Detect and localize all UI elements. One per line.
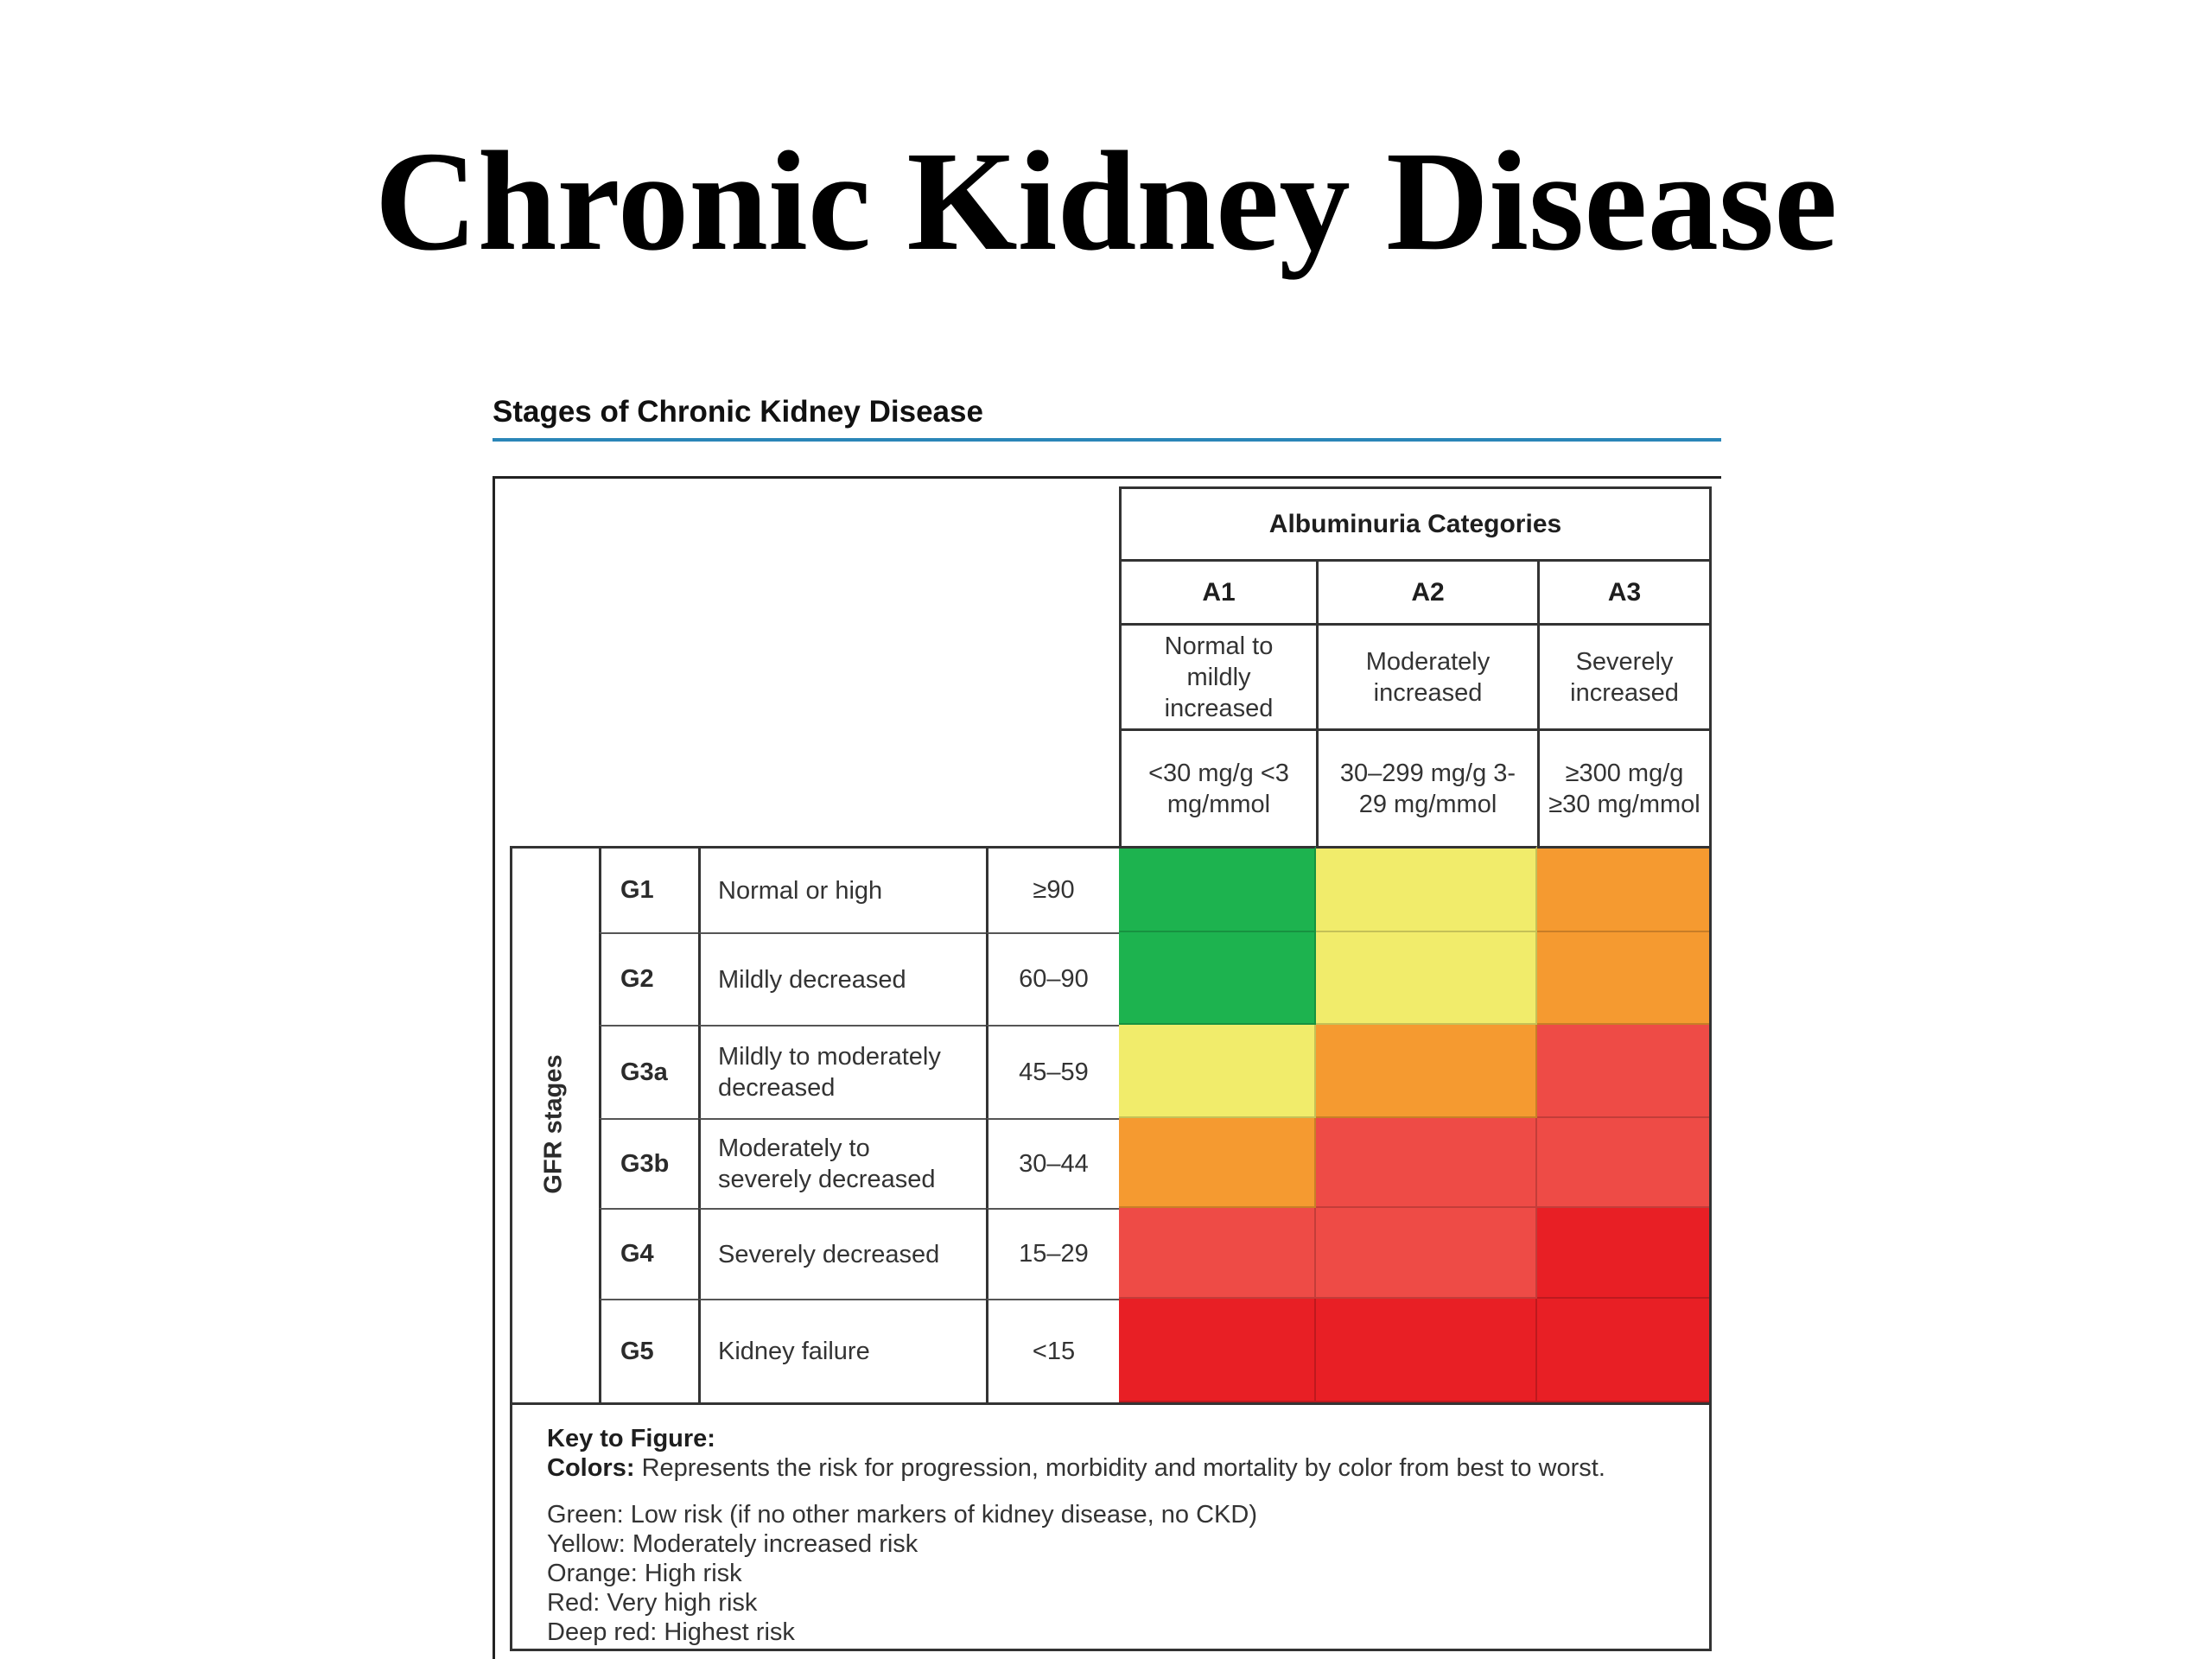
- category-range-a3: ≥300 mg/g ≥30 mg/mmol: [1537, 728, 1712, 846]
- key-colors-line: [547, 1453, 1709, 1483]
- category-code-a3: A3: [1537, 559, 1712, 623]
- risk-cell-g3a-a3: [1537, 1025, 1712, 1118]
- risk-cell-g4-a3: [1537, 1208, 1712, 1299]
- grid-right-border: [1709, 846, 1712, 1402]
- stage-range-g1: ≥90: [986, 846, 1119, 932]
- category-desc-a1: Normal to mildly increased: [1119, 623, 1316, 728]
- risk-cell-g3a-a2: [1316, 1025, 1537, 1118]
- category-desc-a2: Moderately increased: [1316, 623, 1537, 728]
- risk-cell-g1-a1: [1119, 846, 1316, 932]
- stage-desc-g2: Mildly decreased: [698, 932, 986, 1025]
- category-code-a2: A2: [1316, 559, 1537, 623]
- key-item-yellow: Yellow: Moderately increased risk: [547, 1530, 918, 1558]
- stage-desc-g1: Normal or high: [698, 846, 986, 932]
- stage-code-g5: G5: [599, 1299, 698, 1402]
- risk-cell-g2-a2: [1316, 932, 1537, 1025]
- stage-code-g4: G4: [599, 1208, 698, 1299]
- category-code-a1: A1: [1119, 559, 1316, 623]
- stage-range-g5: <15: [986, 1299, 1119, 1402]
- stage-code-g3b: G3b: [599, 1118, 698, 1208]
- stage-desc-g4: Severely decreased: [698, 1208, 986, 1299]
- ckd-stage-grid: [510, 486, 1712, 1651]
- figure-key: [510, 1402, 1712, 1651]
- figure-top-rule: [493, 476, 1721, 479]
- risk-cell-g3a-a1: [1119, 1025, 1316, 1118]
- key-heading: Key to Figure:: [547, 1425, 715, 1452]
- stage-range-g4: 15–29: [986, 1208, 1119, 1299]
- stage-code-g1: G1: [599, 846, 698, 932]
- risk-cell-g5-a3: [1537, 1299, 1712, 1402]
- caption-rule: [493, 438, 1721, 442]
- risk-cell-g3b-a2: [1316, 1118, 1537, 1208]
- albuminuria-header: Albuminuria Categories: [1119, 486, 1712, 559]
- risk-cell-g1-a3: [1537, 846, 1712, 932]
- stage-desc-g3b: Moderately to severely decreased: [698, 1118, 986, 1208]
- key-item-green: Green: Low risk (if no other markers of kidney disease, no CKD): [547, 1501, 1257, 1529]
- risk-cell-g1-a2: [1316, 846, 1537, 932]
- key-item-red: Red: Very high risk: [547, 1589, 758, 1617]
- stage-desc-g3a: Mildly to moderately decreased: [698, 1025, 986, 1118]
- key-spacer: [547, 1483, 1709, 1500]
- category-desc-a3: Severely increased: [1537, 623, 1712, 728]
- category-range-a1: <30 mg/g <3 mg/mmol: [1119, 728, 1316, 846]
- risk-cell-g4-a1: [1119, 1208, 1316, 1299]
- risk-cell-g5-a2: [1316, 1299, 1537, 1402]
- stage-range-g2: 60–90: [986, 932, 1119, 1025]
- stage-range-g3a: 45–59: [986, 1025, 1119, 1118]
- gfr-stages-label: GFR stages: [539, 1054, 568, 1194]
- stage-code-g3a: G3a: [599, 1025, 698, 1118]
- key-colors-label: Colors:: [547, 1454, 635, 1482]
- stage-desc-g5: Kidney failure: [698, 1299, 986, 1402]
- key-item-orange: Orange: High risk: [547, 1560, 742, 1587]
- stage-code-g2: G2: [599, 932, 698, 1025]
- risk-cell-g5-a1: [1119, 1299, 1316, 1402]
- risk-cell-g2-a1: [1119, 932, 1316, 1025]
- risk-cell-g2-a3: [1537, 932, 1712, 1025]
- key-item-deep-red: Deep red: Highest risk: [547, 1618, 795, 1646]
- category-range-a2: 30–299 mg/g 3-29 mg/mmol: [1316, 728, 1537, 846]
- slide-title: Chronic Kidney Disease: [374, 122, 1838, 280]
- figure-left-border: [493, 476, 495, 1659]
- risk-cell-g3b-a1: [1119, 1118, 1316, 1208]
- figure-caption: Stages of Chronic Kidney Disease: [493, 395, 983, 429]
- stage-range-g3b: 30–44: [986, 1118, 1119, 1208]
- key-colors-text: Represents the risk for progression, morbidity and mortality by color from best to worst.: [641, 1454, 1605, 1482]
- risk-cell-g4-a2: [1316, 1208, 1537, 1299]
- risk-cell-g3b-a3: [1537, 1118, 1712, 1208]
